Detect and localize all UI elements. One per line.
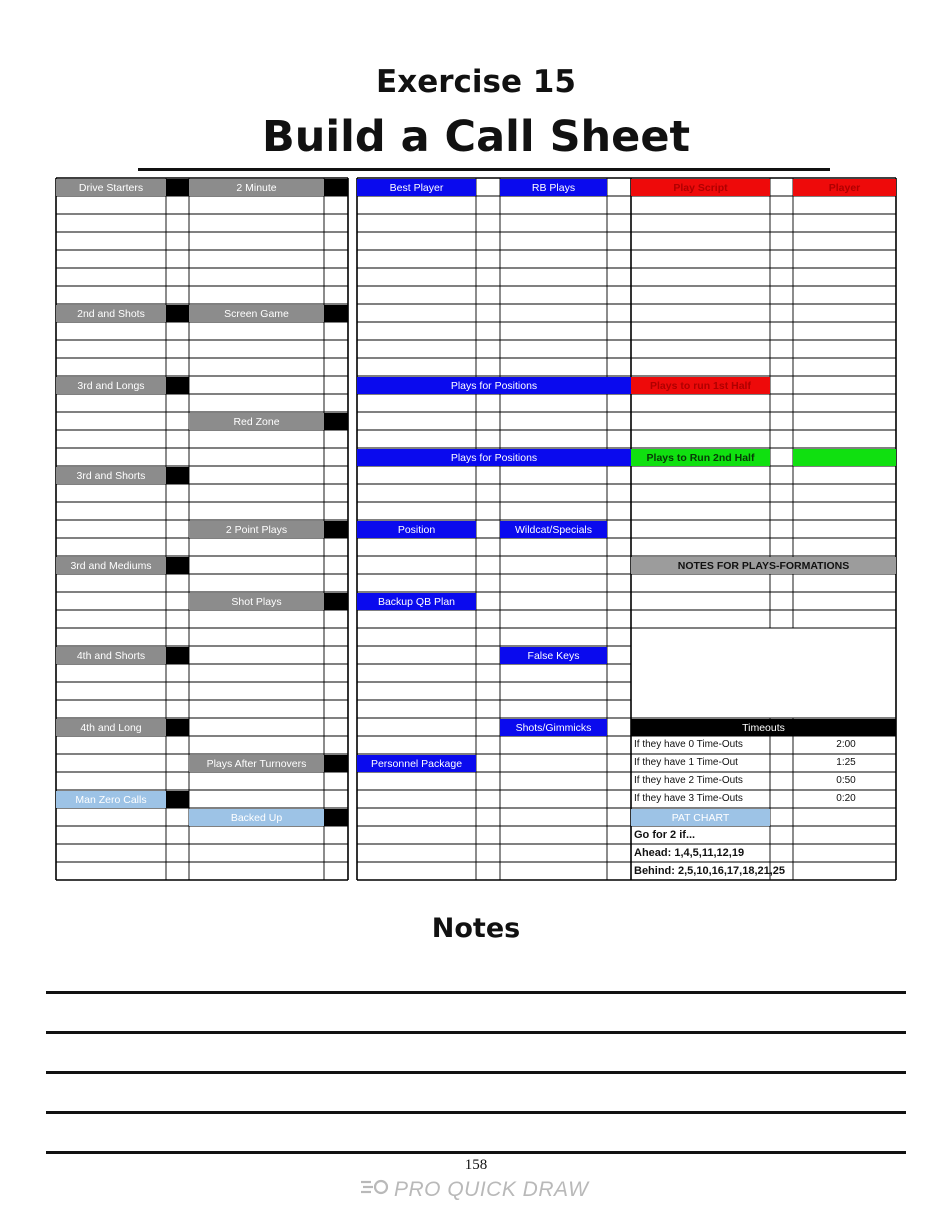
notes-line [46,1031,906,1034]
timeout-rule-time: 0:20 [836,793,856,804]
black-marker-cell [324,305,348,322]
timeout-rule-time: 1:25 [836,757,856,768]
header-drive-starters: Drive Starters [56,179,166,196]
timeout-rule-label: If they have 2 Time-Outs [634,775,743,786]
header-false-keys: False Keys [500,647,607,664]
header-pat-chart: PAT CHART [631,809,770,826]
header-backup-qb-plan: Backup QB Plan [357,593,476,610]
timeout-rule-label: If they have 0 Time-Outs [634,739,743,750]
speed-lines-icon [360,1178,390,1202]
header-3rd-and-shorts: 3rd and Shorts [56,467,166,484]
black-marker-cell [166,719,189,736]
timeout-rule-time: 2:00 [836,739,856,750]
header-2-minute: 2 Minute [189,179,324,196]
header-shots-gimmicks: Shots/Gimmicks [500,719,607,736]
header-4th-and-long: 4th and Long [56,719,166,736]
header-player: Player [793,179,896,196]
header-play-script: Play Script [631,179,770,196]
black-marker-cell [324,593,348,610]
black-marker-cell [324,179,348,196]
header-plays-to-run-2nd-half: Plays to Run 2nd Half [631,449,770,466]
pat-go-for-2: Go for 2 if... [634,829,696,841]
black-marker-cell [324,809,348,826]
brand-name: PRO QUICK DRAW [394,1178,589,1201]
exercise-number: Exercise 15 [376,64,576,100]
notes-title: Notes [431,913,521,944]
brand-logo [360,1178,588,1202]
black-marker-cell [166,647,189,664]
page-number: 158 [464,1157,488,1173]
notes-line [46,991,906,994]
header-plays-after-turnovers: Plays After Turnovers [189,755,324,772]
black-marker-cell [166,467,189,484]
header-4th-and-shorts: 4th and Shorts [56,647,166,664]
header-plays-for-positions-2: Plays for Positions [357,449,631,466]
black-marker-cell [324,755,348,772]
black-marker-cell [324,521,348,538]
header-plays-to-run-1st-half: Plays to run 1st Half [631,377,770,394]
header-personnel-package: Personnel Package [357,755,476,772]
black-marker-cell [166,791,189,808]
black-marker-cell [166,305,189,322]
timeout-rule-time: 0:50 [836,775,856,786]
header-shot-plays: Shot Plays [189,593,324,610]
header-2-point-plays: 2 Point Plays [189,521,324,538]
header-man-zero-calls: Man Zero Calls [56,791,166,808]
header-notes-for-plays-formations: NOTES FOR PLAYS-FORMATIONS [631,557,896,574]
header-plays-for-positions: Plays for Positions [357,377,631,394]
timeout-rule-label: If they have 3 Time-Outs [634,793,743,804]
header-best-player: Best Player [357,179,476,196]
timeout-rule-label: If they have 1 Time-Out [634,757,738,768]
notes-line [46,1071,906,1074]
black-marker-cell [166,557,189,574]
black-marker-cell [166,179,189,196]
pat-behind: Behind: 2,5,10,16,17,18,21,25 [634,865,786,877]
header-wildcat-specials: Wildcat/Specials [500,521,607,538]
header-position: Position [357,521,476,538]
header-timeouts: Timeouts [631,719,896,736]
black-marker-cell [166,377,189,394]
black-marker-cell [324,413,348,430]
header-backed-up: Backed Up [189,809,324,826]
green-fill-cell [793,449,896,466]
header-screen-game: Screen Game [189,305,324,322]
header-3rd-and-longs: 3rd and Longs [56,377,166,394]
header-rb-plays: RB Plays [500,179,607,196]
notes-line [46,1151,906,1154]
header-red-zone: Red Zone [189,413,324,430]
pat-ahead: Ahead: 1,4,5,11,12,19 [634,847,745,859]
title-underline [138,168,830,171]
page-title: Build a Call Sheet [261,112,691,162]
notes-line [46,1111,906,1114]
header-3rd-and-mediums: 3rd and Mediums [56,557,166,574]
header-2nd-and-shots: 2nd and Shots [56,305,166,322]
